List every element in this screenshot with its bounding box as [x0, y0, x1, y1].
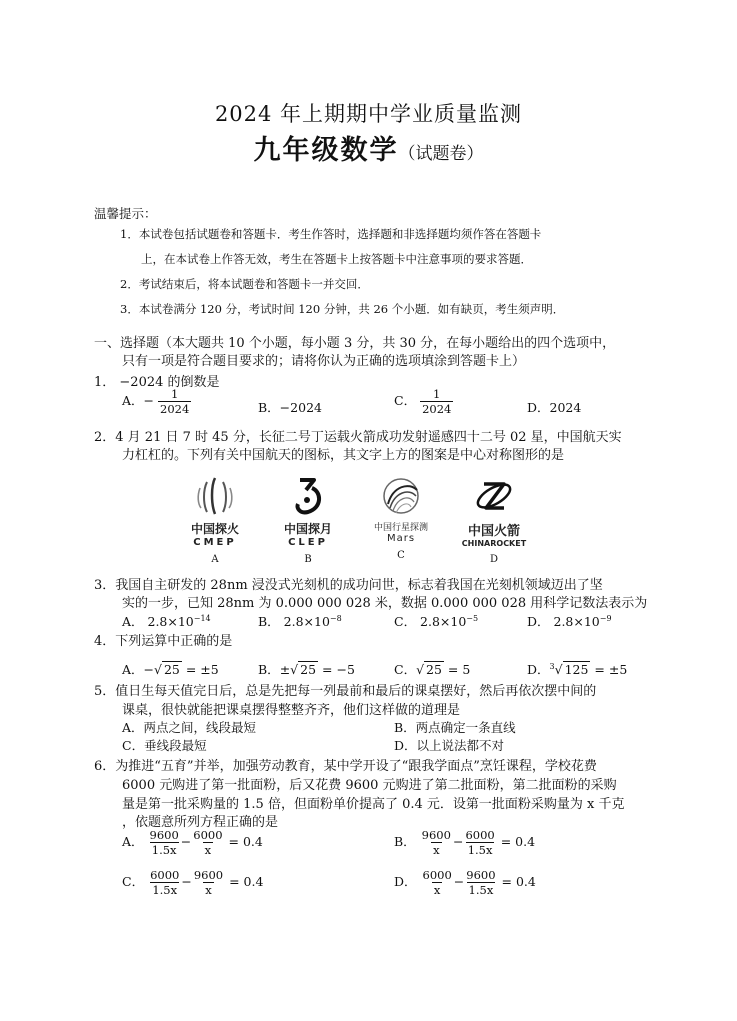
chinarocket-logo-icon — [472, 474, 516, 518]
subject-title: 九年级数学 — [253, 135, 399, 166]
q1-option-c: C． $\frac{1}{2024}$ — [394, 387, 452, 417]
tip-1b: 上，在本试卷上作答无效，考生在答题卡上按答题卡中注意事项的要求答题． — [141, 252, 532, 266]
q4-stem: 4．下列运算中正确的是 — [94, 634, 233, 649]
q6-option-d: D． $\frac{6000}{x}$ − $\frac{9600}{1.5x}$ = 0.4 — [394, 868, 536, 898]
q3-option-c: C． $2.8\times 10^{-5}$ — [394, 613, 479, 629]
q3-stem-a: 3．我国自主研发的 28nm 浸没式光刻机的成功问世，标志着我国在光刻机领域迈出了坚 — [94, 578, 603, 593]
q5-option-d: D．以上说法都不对 — [394, 738, 505, 753]
paper-type: （试题卷） — [398, 144, 484, 164]
q4-option-d: D．$^3$√ 125 = ±5 — [527, 661, 628, 677]
q2-stem-a: 2．4 月 21 日 7 时 45 分，长征二号丁运载火箭成功发射遥感四十二号 02 星，中国航天实 — [94, 430, 622, 445]
q4-option-a: A．−√ 25 = ±5 — [122, 662, 219, 677]
q3-option-d: D． $2.8\times 10^{-9}$ — [527, 613, 612, 629]
q2-stem-b: 力杠杠的。下列有关中国航天的图标，其文字上方的图案是中心对称图形的是 — [122, 448, 565, 463]
q6-stem-b: 6000 元购进了第一批面粉，后又花费 9600 元购进了第二批面粉，第二批面粉的采购 — [122, 778, 617, 793]
q5-stem-b: 课桌，很快就能把课桌摆得整整齐齐，他们这样做的道理是 — [122, 703, 461, 718]
q3-stem-b: 实的一步，已知 28nm 为 0.000 000 028 米，数据 0.000 000 028 用科学记数法表示为 — [122, 596, 648, 611]
exam-title: 2024 年上期期中学业质量监测 — [214, 102, 523, 126]
mars-logo-icon — [379, 474, 423, 518]
q6-option-a: A． $\frac{9600}{1.5x}$ − $\frac{6000}{x}$ = 0.4 — [122, 828, 263, 858]
tip-3: 3．本试卷满分 120 分，考试时间 120 分钟，共 26 个小题．如有缺页，考生须声明． — [120, 302, 565, 316]
clep-logo-icon — [286, 474, 330, 518]
q1-stem: 1． −2024 的倒数是 — [94, 375, 220, 390]
section-title-a: 一、选择题（本大题共 10 个小题，每小题 3 分，共 30 分，在每小题给出的四个选项中， — [94, 336, 616, 351]
cmep-logo-icon — [193, 474, 237, 518]
q6-stem-d: ，依题意所列方程正确的是 — [122, 815, 279, 830]
logo-option-c: 中国行星探测 Mars C — [356, 474, 446, 561]
q5-stem-a: 5．值日生每天值完日后，总是先把每一列最前和最后的课桌摆好，然后再依次摆中间的 — [94, 684, 597, 699]
q1-option-d: D．2024 — [527, 400, 582, 415]
q6-stem-a: 6．为推进“五育”并举，加强劳动教育，某中学开设了“跟我学面点”烹饪课程，学校花费 — [94, 759, 597, 774]
q4-option-c: C．√ 25 = 5 — [394, 662, 471, 677]
q6-stem-c: 量是第一批采购量的 1.5 倍，但面粉单价提高了 0.4 元．设第一批面粉采购量为 x 千克 — [122, 797, 625, 812]
q5-option-a: A．两点之间，线段最短 — [122, 720, 257, 735]
logo-option-a: 中国探火 CMEP A — [170, 474, 260, 565]
q5-option-b: B．两点确定一条直线 — [394, 720, 516, 735]
q5-option-c: C．垂线段最短 — [122, 738, 207, 753]
q6-option-b: B． $\frac{9600}{x}$ − $\frac{6000}{1.5x}$ = 0.4 — [394, 828, 536, 858]
tip-1a: 1．本试卷包括试题卷和答题卡．考生作答时，选择题和非选择题均须作答在答题卡 — [120, 227, 542, 241]
exam-subtitle — [0, 128, 737, 167]
logo-option-d: 中国火箭 CHINAROCKET D — [449, 474, 539, 565]
logo-option-b: 中国探月 CLEP B — [263, 474, 353, 565]
tips-heading: 温馨提示： — [94, 206, 157, 221]
q3-option-a: A． $2.8\times 10^{-14}$ — [122, 613, 211, 629]
section-title-b: 只有一项是符合题目要求的；请将你认为正确的选项填涂到答题卡上） — [122, 354, 526, 369]
q1-option-a: A．− $\frac{1}{2024}$ — [122, 387, 190, 417]
q3-option-b: B． $2.8\times 10^{-8}$ — [258, 613, 342, 629]
q6-option-c: C． $\frac{6000}{1.5x}$ − $\frac{9600}{x}$ = 0.4 — [122, 868, 264, 898]
tip-2: 2．考试结束后，将本试题卷和答题卡一并交回． — [120, 277, 369, 291]
q1-option-b: B．−2024 — [258, 400, 322, 415]
q4-option-b: B．±√ 25 = −5 — [258, 662, 355, 677]
